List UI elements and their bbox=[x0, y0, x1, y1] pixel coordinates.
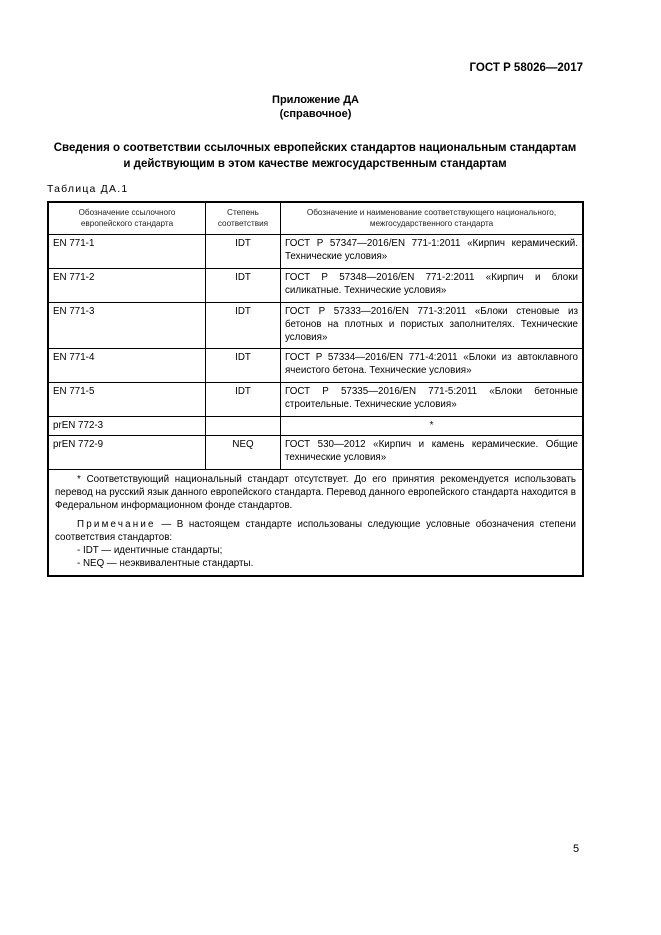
note bbox=[55, 518, 576, 544]
cell-degree: IDT bbox=[206, 349, 281, 383]
table-header-row bbox=[48, 202, 583, 235]
column-header-degree: Степень соответствия bbox=[206, 202, 281, 235]
table-caption: Таблица ДА.1 bbox=[47, 183, 129, 195]
cell-name: ГОСТ 530—2012 «Кирпич и камень керамические. Общие технические условия» bbox=[281, 436, 584, 470]
appendix-title: Приложение ДА bbox=[272, 94, 359, 106]
page-number: 5 bbox=[573, 843, 580, 855]
cell-ref: EN 771-1 bbox=[48, 235, 206, 269]
cell-ref: EN 771-5 bbox=[48, 383, 206, 417]
column-header-ref: Обозначение ссылочного европейского стандарта bbox=[48, 202, 206, 235]
table-row bbox=[48, 417, 583, 436]
table-row bbox=[48, 269, 583, 303]
appendix-subtitle: (справочное) bbox=[279, 108, 352, 120]
cell-degree: IDT bbox=[206, 303, 281, 349]
table-row bbox=[48, 235, 583, 269]
cell-name: ГОСТ Р 57347—2016/EN 771-1:2011 «Кирпич керамический. Технические условия» bbox=[281, 235, 584, 269]
cell-degree bbox=[206, 417, 281, 436]
cell-name: ГОСТ Р 57333—2016/EN 771-3:2011 «Блоки стеновые из бетонов на плотных и пористых заполнителях. Технические условия» bbox=[281, 303, 584, 349]
cell-ref: prEN 772-3 bbox=[48, 417, 206, 436]
note-label: Примечание bbox=[77, 519, 156, 530]
table-row bbox=[48, 303, 583, 349]
column-header-name: Обозначение и наименование соответствующего национального, межгосударственного стандарта bbox=[281, 202, 584, 235]
cell-degree: IDT bbox=[206, 269, 281, 303]
table-row bbox=[48, 349, 583, 383]
table-footer bbox=[48, 470, 583, 577]
cell-name: ГОСТ Р 57348—2016/EN 771-2:2011 «Кирпич и блоки силикатные. Технические условия» bbox=[281, 269, 584, 303]
cell-degree: IDT bbox=[206, 235, 281, 269]
table-row bbox=[48, 436, 583, 470]
table-row bbox=[48, 383, 583, 417]
cell-ref: EN 771-2 bbox=[48, 269, 206, 303]
standard-number-header: ГОСТ Р 58026—2017 bbox=[469, 62, 583, 74]
list-item: - NEQ — неэквивалентные стандарты. bbox=[77, 558, 254, 569]
note-text: — В настоящем стандарте использованы следующие условные обозначения степени соответствия стандартов: bbox=[55, 519, 576, 543]
cell-name: ГОСТ Р 57335—2016/EN 771-5:2011 «Блоки бетонные строительные. Технические условия» bbox=[281, 383, 584, 417]
section-heading-line-2: и действующим в этом качестве межгосударственным стандартам bbox=[123, 158, 507, 170]
correspondence-table bbox=[47, 201, 584, 577]
cell-name: * bbox=[281, 417, 584, 436]
list-item: - IDT — идентичные стандарты; bbox=[77, 545, 223, 556]
cell-ref: EN 771-3 bbox=[48, 303, 206, 349]
section-heading-line-1: Сведения о соответствии ссылочных европейских стандартов национальным стандартам bbox=[53, 142, 577, 154]
cell-degree: NEQ bbox=[206, 436, 281, 470]
table-footer-row bbox=[48, 470, 583, 577]
cell-ref: EN 771-4 bbox=[48, 349, 206, 383]
cell-ref: prEN 772-9 bbox=[48, 436, 206, 470]
legend-list bbox=[55, 544, 576, 570]
footnote: * Соответствующий национальный стандарт отсутствует. До его принятия рекомендуется использовать перевод на русский язык данного европейского стандарта. Перевод данного европейского стандарта находится в Федеральном информационном фонде стандартов. bbox=[55, 474, 576, 511]
cell-degree: IDT bbox=[206, 383, 281, 417]
cell-name: ГОСТ Р 57334—2016/EN 771-4:2011 «Блоки из автоклавного ячеистого бетона. Технические условия» bbox=[281, 349, 584, 383]
